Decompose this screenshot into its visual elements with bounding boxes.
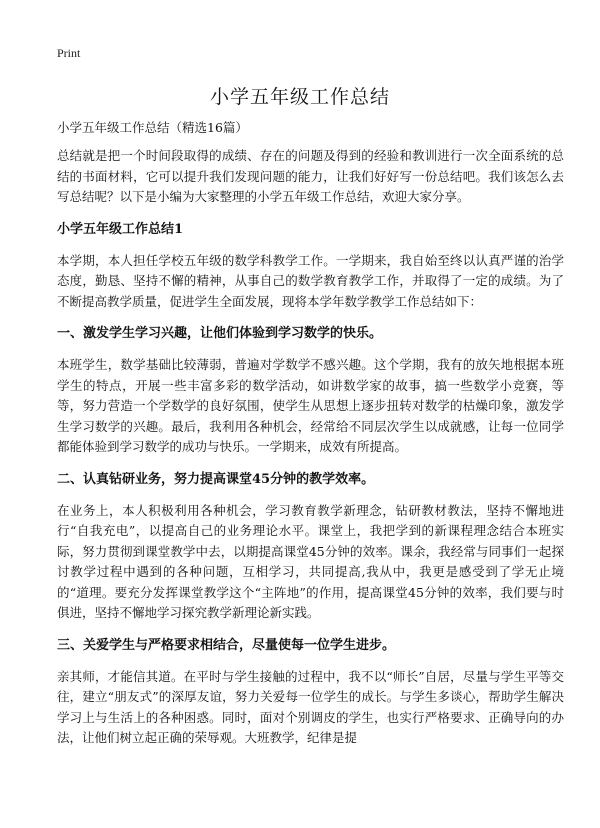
page-title: 小学五年级工作总结	[209, 86, 390, 108]
document-body	[57, 118, 564, 761]
section-paragraph: 在业务上，本人积极利用各种机会，学习教育教学新理念，钻研教材教法，坚持不懈地进行“自我充电”，以提高自己的业务理论水平。课堂上，我把学到的新课程理念结合本班实际，努力贯彻到课堂教学中去，以期提高课堂45分钟的效率。课余，我经常与同事们一起探讨教学过程中遇到的各种问题，互相学习，共同提高,我从中，我更是感受到了学无止境的“道理。要充分发挥课堂教学这个“主阵地”的作用，提高课堂45分钟的效率，我们要与时俱进，坚持不懈地学习探究教学新理论新实践。	[57, 502, 564, 620]
print-link[interactable]: Print	[57, 46, 81, 60]
section-heading: 三、关爱学生与严格要求相结合，尽量使每一位学生进步。	[57, 637, 396, 653]
document-subtitle: 小学五年级工作总结（精选16篇）	[57, 120, 248, 135]
intro-paragraph: 总结就是把一个时间段取得的成绩、存在的问题及得到的经验和教训进行一次全面系统的总结的书面材料，它可以提升我们发现问题的能力，让我们好好写一份总结吧。我们该怎么去写总结呢？以下是小编为大家整理的小学五年级工作总结，欢迎大家分享。	[57, 148, 564, 204]
article-intro-paragraph: 本学期，本人担任学校五年级的数学科教学工作。一学期来，我自始至终以认真严谨的治学态度，勤恳、坚持不懈的精神，从事自己的数学教育教学工作，并取得了一定的成绩。为了不断提高教学质量，促进学生全面发展，现将本学年数学教学工作总结如下：	[57, 252, 564, 309]
article-heading: 小学五年级工作总结1	[57, 221, 184, 237]
section-paragraph: 本班学生，数学基础比较薄弱，普遍对学数学不感兴趣。这个学期，我有的放矢地根据本班学生的特点，开展一些丰富多彩的数学活动，如讲数学家的故事，搞一些数学小竞赛，等等，努力营造一个学数学的良好氛围，使学生从思想上逐步扭转对数学的枯燥印象，激发学生学习数学的兴趣。最后，我利用各种机会，经常给不同层次学生以成就感，让每一位同学都能体验到学习数学的成功与快乐。一学期来，成效有所提高。	[57, 357, 564, 454]
section-heading: 二、认真钻研业务，努力提高课堂45分钟的教学效率。	[57, 471, 375, 487]
section-heading: 一、激发学生学习兴趣，让他们体验到学习数学的快乐。	[57, 326, 383, 341]
section-paragraph: 亲其师，才能信其道。在平时与学生接触的过程中，我不以“师长”自居，尽量与学生平等交往，建立“朋友式”的深厚友谊，努力关爱每一位学生的成长。与学生多谈心，帮助学生解决学习上与生活上的各种困惑。同时，面对个别调皮的学生，也实行严格要求、正确导向的办法，让他们树立起正确的荣辱观。大班教学，纪律是提	[57, 668, 564, 745]
